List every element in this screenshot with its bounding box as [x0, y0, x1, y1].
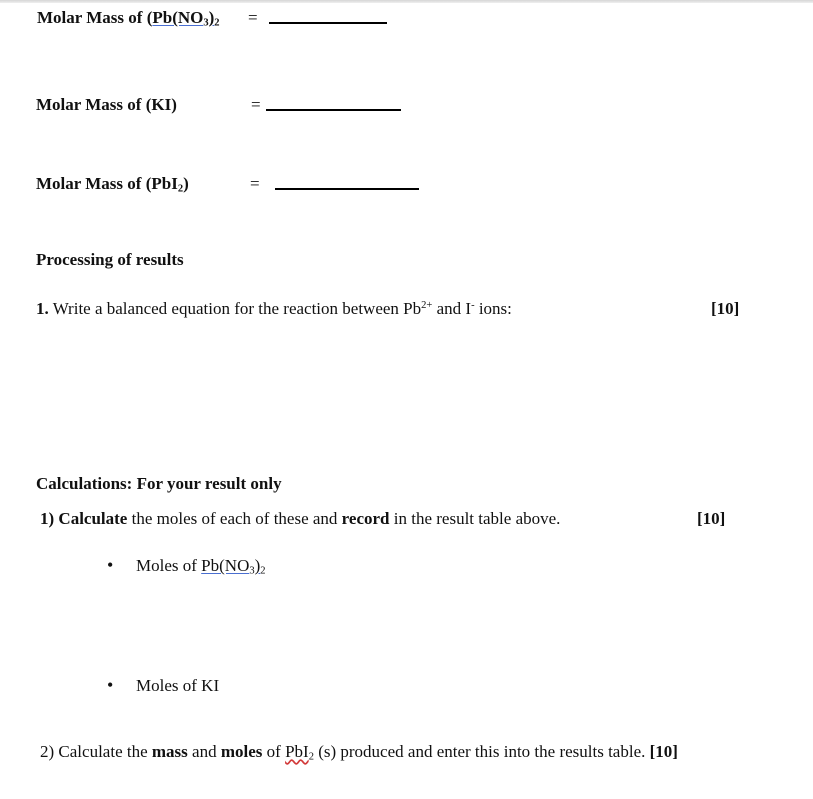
pbi2-compound-spellcheck: PbI$_2$ — [285, 742, 314, 763]
calc-question-2: 2) Calculate the mass and moles of PbI$_2$ (s) produced and enter this into the results table. [10] — [40, 742, 678, 763]
answer-blank-ki[interactable] — [266, 109, 401, 111]
answer-blank-pbno3[interactable] — [269, 22, 387, 24]
processing-heading: Processing of results — [36, 250, 184, 269]
molar-mass-pbi2-label: Molar Mass of (PbI$_2$) — [36, 174, 189, 195]
equals-sign-1: = — [248, 8, 258, 27]
question-1-equation: 1. Write a balanced equation for the reaction between $Pb^{2+}$ and I- ions: — [36, 299, 512, 318]
equals-sign-2: = — [251, 95, 261, 114]
bullet-moles-pbno3: Moles of $Pb(NO_3)_2$ — [136, 556, 266, 577]
molar-mass-pbno3-label: Molar Mass of ($Pb(NO_3)_2$ — [37, 8, 220, 29]
bullet-icon: • — [107, 555, 114, 575]
calc-question-2-marks: [10] — [649, 742, 678, 761]
calculations-heading: Calculations: For your result only — [36, 474, 282, 493]
pbno3-compound-bullet: $Pb(NO_3)$ — [201, 556, 261, 577]
answer-blank-pbi2[interactable] — [275, 188, 419, 190]
bullet-moles-ki: Moles of KI — [136, 676, 220, 695]
window-top-edge — [0, 0, 813, 3]
molar-mass-ki-label: Molar Mass of (KI) — [36, 95, 177, 114]
calc-question-1: 1) Calculate the moles of each of these and record in the result table above. — [40, 509, 561, 528]
question-1-marks: [10] — [711, 299, 740, 318]
pbno3-compound: $Pb(NO_3)$ — [152, 8, 215, 29]
calc-question-1-marks: [10] — [697, 509, 726, 528]
bullet-icon: • — [107, 675, 114, 695]
equals-sign-3: = — [250, 174, 260, 193]
